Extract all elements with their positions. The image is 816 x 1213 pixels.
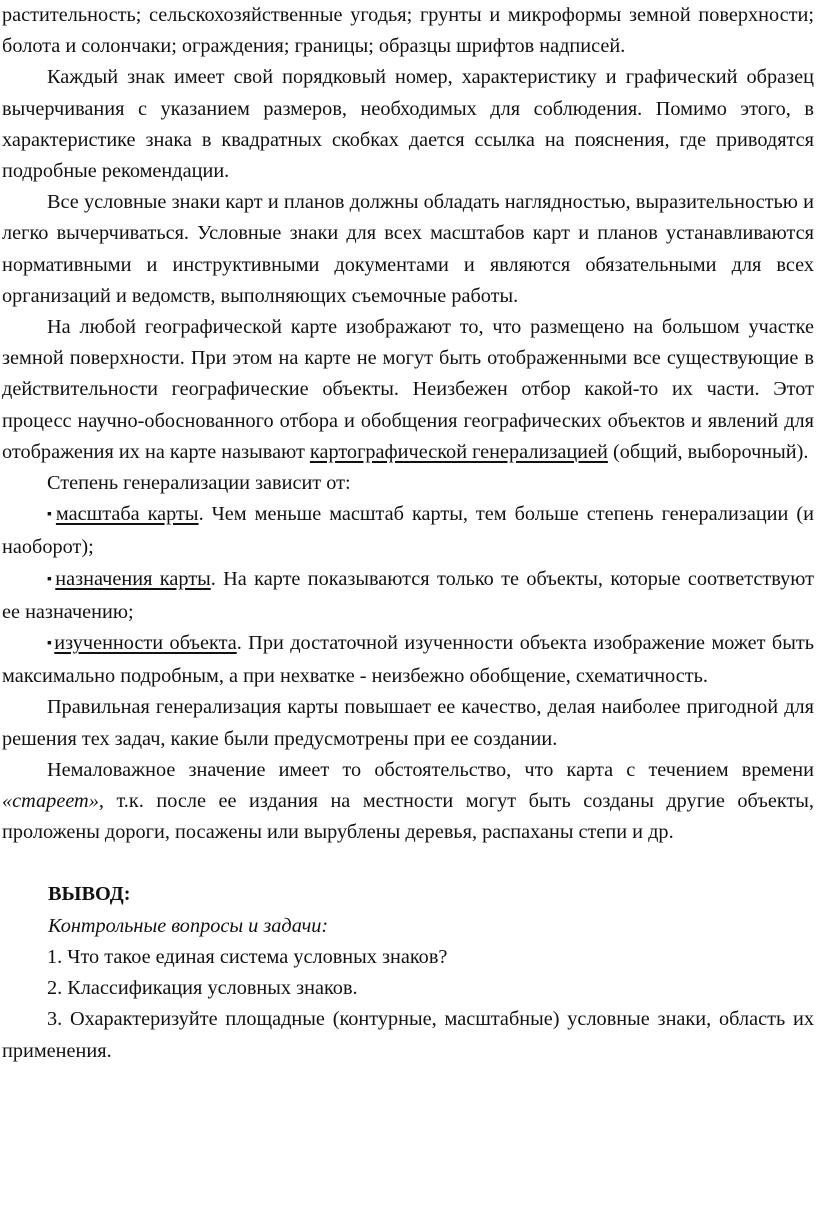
bullet-term: назначения карты <box>55 567 211 590</box>
bullet-item-knowledge <box>2 628 814 692</box>
bullet-text: . На карте показываются только те объекты, которые соответствуют ее назначению; <box>2 567 814 623</box>
question-2: 2. Классификация условных знаков. <box>47 977 358 1000</box>
paragraph-correct-generalization: Правильная генерализация карты повышает ее качество, делая наиболее пригодной для решения тех задач, какие были предусмотрены при ее создании. <box>2 696 814 750</box>
paragraph-requirements: Все условные знаки карт и планов должны обладать наглядностью, выразительностью и легко вычерчиваться. Условные знаки для всех масштабов карт и планов устанавливаются нормативными и инструктивными документами и являются обязательными для всех организаций и ведомств, выполняющих съемочные работы. <box>2 191 814 307</box>
bullet-item-purpose <box>2 564 814 628</box>
question-1: 1. Что такое единая система условных знаков? <box>47 945 448 968</box>
bullet-text: . Чем меньше масштаб карты, тем больше степень генерализации (и наоборот); <box>2 503 814 559</box>
conclusion-heading: ВЫВОД: <box>48 883 131 906</box>
paragraph-generalization <box>2 312 814 468</box>
aging-text-after: т.к. после ее издания на местности могут быть созданы другие объекты, проложены дороги, посажены или вырублены деревья, распаханы степи и др. <box>2 790 814 844</box>
bullet-term: масштаба карты <box>55 503 199 526</box>
generalization-text: На любой географической карте изображают то, что размещено на большом участке земной поверхности. При этом на карте не могут быть отображенными все существующие в действительности географические объекты. Неизбежен отбор какой-то их части. Этот процесс научно-обоснованного отбора и обобщения географических объектов и явлений для отображения их на карте называют <box>2 316 814 463</box>
bullet-text: . При достаточной изученности объекта изображение может быть максимально подробным, а при нехватке - неизбежно обобщение, схематичность. <box>2 632 814 688</box>
generalization-tail: (общий, выборочный). <box>607 440 809 463</box>
spacer <box>2 848 814 879</box>
question-3: 3. Охарактеризуйте площадные (контурные, масштабные) условные знаки, область их применения. <box>2 1008 814 1062</box>
paragraph-map-aging <box>2 755 814 849</box>
paragraph-depends-on: Степень генерализации зависит от: <box>47 472 351 495</box>
aging-quote: «стареет», <box>2 790 104 813</box>
aging-text-before: Немаловажное значение имеет то обстоятельство, что карта с течением времени <box>47 758 814 781</box>
bullet-item-scale <box>2 499 814 563</box>
generalization-term: картографической генерализацией <box>309 440 608 463</box>
paragraph-continuation: растительность; сельскохозяйственные угодья; грунты и микроформы земной поверхности; болота и солончаки; ограждения; границы; образцы шрифтов надписей. <box>2 4 814 58</box>
control-questions-title: Контрольные вопросы и задачи: <box>48 914 329 937</box>
paragraph-sign-characteristics: Каждый знак имеет свой порядковый номер, характеристику и графический образец вычерчивания с указанием размеров, необходимых для соблюдения. Помимо этого, в характеристике знака в квадратных скобках дается ссылка на пояснения, где приводятся подробные рекомендации. <box>2 66 814 183</box>
bullet-term: изученности объекта <box>54 632 237 655</box>
